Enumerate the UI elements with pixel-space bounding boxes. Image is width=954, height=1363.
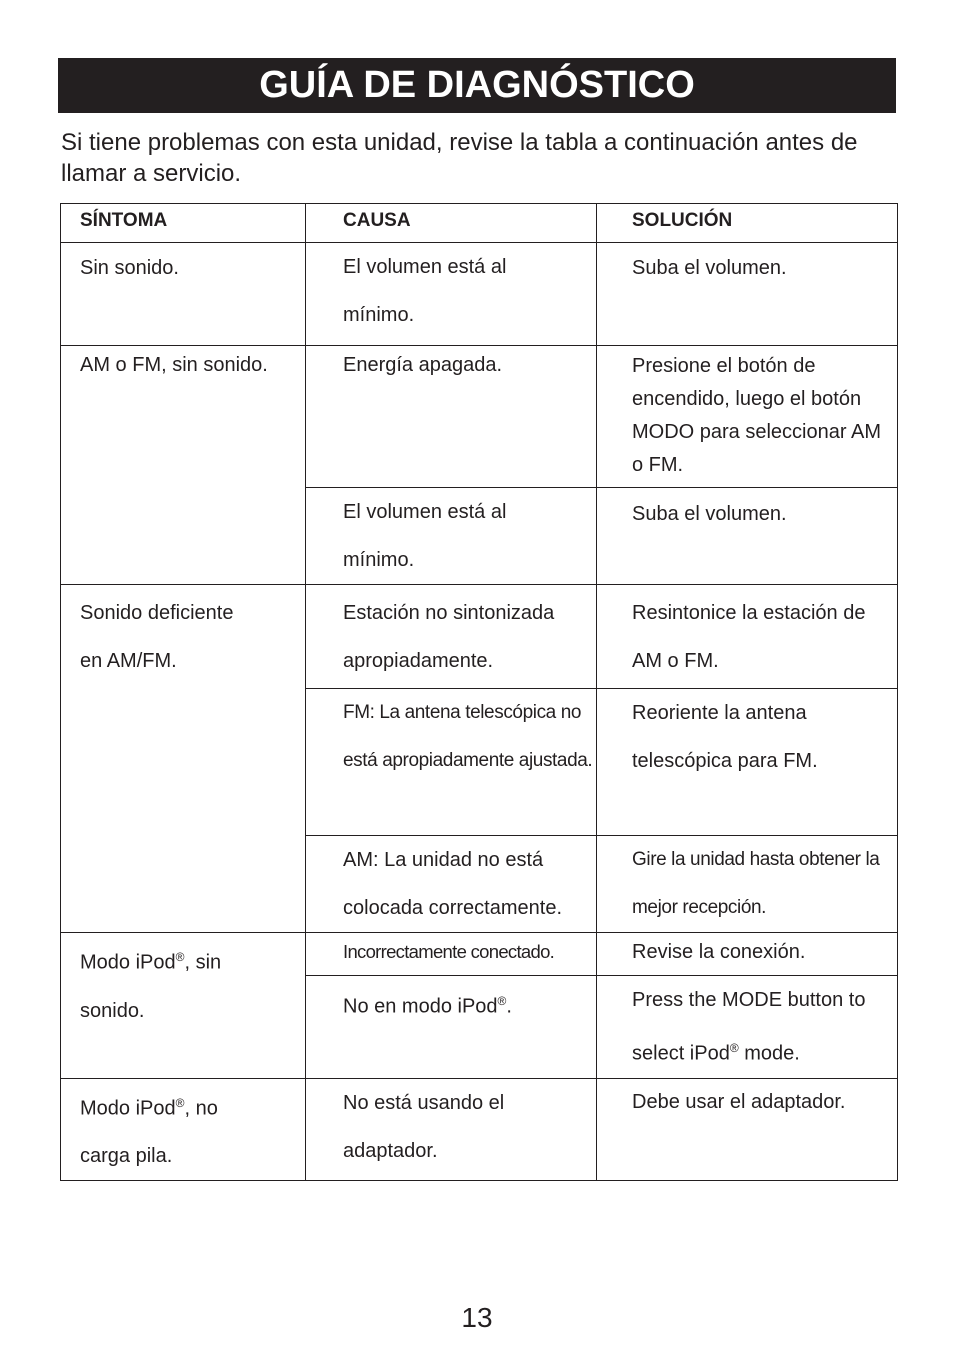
header-symptom	[61, 204, 306, 243]
cause-cell	[306, 243, 597, 346]
cause-cell	[306, 689, 597, 836]
header-solution	[597, 204, 898, 243]
cause-text: FM: La antena telescópica no está apropiadamente ajustada.	[343, 702, 593, 771]
table-row	[61, 933, 898, 976]
solution-cell	[597, 1078, 898, 1181]
symptom-text: Sonido deficiente en AM/FM.	[80, 602, 234, 672]
cause-text: No está usando el adaptador.	[343, 1091, 505, 1162]
symptom-text: Modo iPod®, no carga pila.	[80, 1095, 218, 1168]
solution-text: Press the MODE button to select iPod® mode.	[632, 989, 866, 1065]
solution-text: Suba el volumen.	[632, 257, 787, 279]
cause-text: El volumen está al mínimo.	[343, 501, 507, 571]
symptom-cell	[61, 1078, 306, 1181]
page-title: GUÍA DE DIAGNÓSTICO	[58, 58, 896, 113]
cause-cell	[306, 836, 597, 933]
symptom-text: AM o FM, sin sonido.	[80, 354, 268, 376]
table-header-row	[61, 204, 898, 243]
symptom-text: Sin sonido.	[80, 257, 179, 279]
table-row	[61, 243, 898, 346]
solution-text: Resintonice la estación de AM o FM.	[632, 602, 866, 672]
symptom-text: Modo iPod®, sin sonido.	[80, 950, 222, 1022]
page-number: 13	[461, 1302, 493, 1333]
cause-cell	[306, 346, 597, 488]
solution-text: Gire la unidad hasta obtener la mejor recepción.	[632, 849, 880, 918]
table-row	[61, 346, 898, 488]
cause-cell	[306, 488, 597, 585]
table-row	[61, 585, 898, 689]
cause-text: El volumen está al mínimo.	[343, 256, 507, 326]
solution-cell	[597, 243, 898, 346]
solution-text: Reoriente la antena telescópica para FM.	[632, 702, 818, 772]
header-symptom-label: SÍNTOMA	[80, 210, 168, 231]
cause-text: Incorrectamente conectado.	[343, 941, 555, 962]
solution-cell	[597, 585, 898, 689]
header-cause-label: CAUSA	[343, 210, 411, 231]
solution-text: Presione el botón de encendido, luego el botón MODO para seleccionar AM o FM.	[632, 355, 881, 476]
solution-text: Revise la conexión.	[632, 941, 806, 963]
solution-cell	[597, 976, 898, 1079]
header-solution-label: SOLUCIÓN	[632, 210, 733, 231]
solution-cell	[597, 689, 898, 836]
intro-text: Si tiene problemas con esta unidad, revise la tabla a continuación antes de llamar a servicio.	[61, 129, 858, 187]
symptom-cell	[61, 346, 306, 585]
solution-text: Debe usar el adaptador.	[632, 1090, 846, 1113]
cause-text: No en modo iPod®.	[343, 994, 512, 1018]
cause-cell	[306, 585, 597, 689]
solution-text: Suba el volumen.	[632, 503, 787, 525]
cause-cell	[306, 933, 597, 976]
symptom-cell	[61, 585, 306, 933]
solution-cell	[597, 488, 898, 585]
symptom-cell	[61, 933, 306, 1079]
cause-text: Estación no sintonizada apropiadamente.	[343, 602, 555, 672]
table-row	[61, 1078, 898, 1181]
header-cause	[306, 204, 597, 243]
solution-cell	[597, 933, 898, 976]
diagnostic-table	[60, 203, 898, 1181]
cause-cell	[306, 1078, 597, 1181]
cause-cell	[306, 976, 597, 1079]
cause-text: AM: La unidad no está colocada correctamente.	[343, 849, 563, 919]
solution-cell	[597, 836, 898, 933]
cause-text: Energía apagada.	[343, 354, 503, 376]
solution-cell	[597, 346, 898, 488]
symptom-cell	[61, 243, 306, 346]
